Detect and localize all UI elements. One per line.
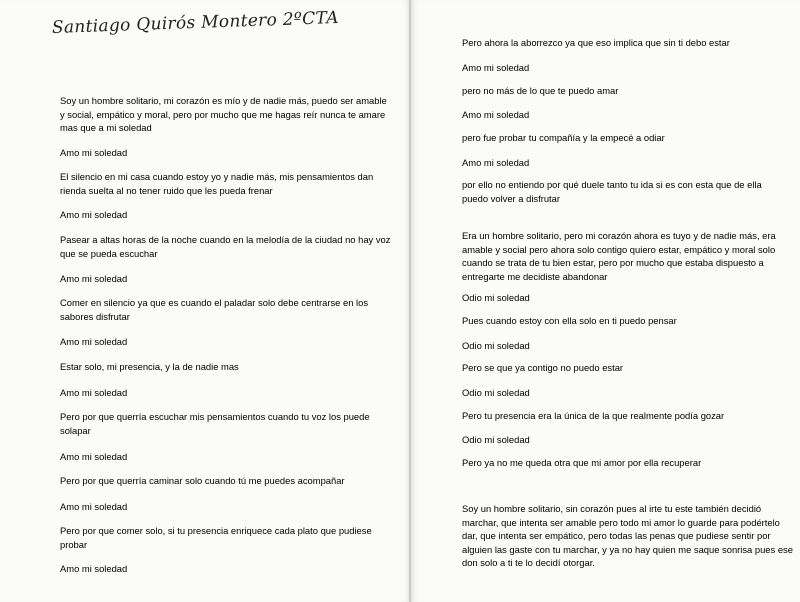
- author-line-text: Santiago Quirós Montero 2ºCTA: [51, 7, 340, 38]
- right-stanza: [462, 502, 793, 570]
- text-line: Pero por que querría escuchar mis pensamientos cuando tu voz los puede: [60, 411, 370, 422]
- text-line: Pero ahora la aborrezco ya que eso implica que sin ti debo estar: [462, 37, 730, 48]
- text-line: Pero se que ya contigo no puedo estar: [462, 362, 624, 373]
- text-line: rienda suelta al no tener ruido que les pueda frenar: [60, 184, 273, 196]
- right-refrain: [462, 291, 530, 305]
- text-line: Pues cuando estoy con ella solo en ti puedo pensar: [462, 315, 677, 326]
- text-line: Amo mi soledad: [60, 336, 128, 347]
- right-stanza: [462, 131, 665, 145]
- left-refrain: [60, 335, 127, 349]
- left-stanza: [60, 474, 345, 488]
- left-stanza: [60, 94, 387, 135]
- right-refrain: [462, 386, 530, 400]
- text-line: Amo mi soledad: [462, 62, 530, 73]
- text-line: Amo mi soledad: [462, 157, 530, 168]
- text-line: Soy un hombre solitario, mi corazón es mío y de nadie más, puedo ser amable: [60, 95, 387, 106]
- text-line: don solo a ti te lo decidí otorgar.: [462, 557, 595, 569]
- text-line: Comer en silencio ya que es cuando el paladar solo debe centrarse en los: [60, 297, 369, 308]
- left-stanza: [60, 360, 239, 374]
- text-line: Amo mi soledad: [60, 209, 128, 220]
- text-line: y social, empático y moral, pero por mucho que me hagas reír nunca te amare: [60, 108, 386, 120]
- right-refrain: [462, 108, 529, 122]
- right-stanza: [462, 361, 623, 375]
- text-line: El silencio en mi casa cuando estoy yo y nadie más, mis pensamientos dan: [60, 171, 374, 182]
- text-line: Amo mi soledad: [60, 563, 128, 574]
- text-line: amable y social pero ahora solo contigo quiero estar, empático y moral solo: [462, 243, 776, 255]
- text-line: Pasear a altas horas de la noche cuando en la melodía de la ciudad no hay voz: [60, 234, 391, 245]
- text-line: pero no más de lo que te puedo amar: [462, 85, 619, 96]
- left-stanza: [60, 233, 390, 260]
- text-line: Amo mi soledad: [60, 501, 128, 512]
- text-line: marchar, que intenta ser amable pero todo mi amor lo guarde para podértelo: [462, 516, 780, 528]
- right-stanza: [462, 314, 677, 328]
- left-refrain: [60, 272, 127, 286]
- left-stanza: [60, 170, 373, 197]
- text-line: entregarte me decidiste abandonar: [462, 270, 608, 282]
- left-stanza: [60, 410, 370, 437]
- text-line: Pero ya no me queda otra que mi amor por ella recuperar: [462, 457, 702, 468]
- left-refrain: [60, 208, 127, 222]
- right-stanza: [462, 36, 730, 50]
- text-line: Amo mi soledad: [60, 273, 128, 284]
- text-line: dar, que intenta ser empático, pero todas las penas que pudiese sentir por: [462, 530, 771, 542]
- left-refrain: [60, 146, 127, 160]
- text-line: sabores disfrutar: [60, 310, 130, 322]
- text-line: Pero por que comer solo, si tu presencia enriquece cada plato que pudiese: [60, 525, 372, 536]
- text-line: alguien las gaste con tu marchar, y ya no hay quien me saque sonrisa pues ese: [462, 543, 793, 555]
- text-line: Odio mi soledad: [462, 340, 530, 351]
- right-refrain: [462, 156, 529, 170]
- right-stanza: [462, 409, 724, 423]
- text-line: Pero tu presencia era la única de la que realmente podía gozar: [462, 410, 725, 421]
- right-stanza: [462, 84, 618, 98]
- text-line: Amo mi soledad: [60, 147, 128, 158]
- text-line: Odio mi soledad: [462, 387, 530, 398]
- right-stanza: [462, 229, 776, 283]
- right-refrain: [462, 61, 529, 75]
- text-line: puedo volver a disfrutar: [462, 192, 560, 204]
- text-line: solapar: [60, 424, 91, 436]
- text-line: Era un hombre solitario, pero mi corazón ahora es tuyo y de nadie más, era: [462, 230, 776, 241]
- text-line: que se pueda escuchar: [60, 247, 158, 259]
- left-stanza: [60, 524, 372, 551]
- text-line: Odio mi soledad: [462, 434, 530, 445]
- right-refrain: [462, 339, 530, 353]
- right-refrain: [462, 433, 530, 447]
- text-line: Amo mi soledad: [462, 109, 530, 120]
- text-line: Amo mi soledad: [60, 451, 128, 462]
- text-line: Soy un hombre solitario, sin corazón pues al irte tu este también decidió: [462, 503, 762, 514]
- right-stanza: [462, 178, 762, 205]
- left-stanza: [60, 296, 368, 323]
- page-gutter: [409, 0, 411, 602]
- text-line: pero fue probar tu compañía y la empecé a odiar: [462, 132, 665, 143]
- text-line: por ello no entiendo por qué duele tanto tu ida si es con esta que de ella: [462, 179, 762, 190]
- text-line: Amo mi soledad: [60, 387, 128, 398]
- text-line: mas que a mi soledad: [60, 122, 152, 134]
- text-line: Odio mi soledad: [462, 292, 530, 303]
- text-line: cuando se trata de tu bien estar, pero por mucho que estaba dispuesto a: [462, 257, 764, 269]
- left-refrain: [60, 500, 127, 514]
- left-refrain: [60, 450, 127, 464]
- right-stanza: [462, 456, 701, 470]
- text-line: Estar solo, mi presencia, y la de nadie mas: [60, 361, 239, 372]
- left-refrain: [60, 386, 127, 400]
- text-line: Pero por que querría caminar solo cuando tú me puedes acompañar: [60, 475, 345, 486]
- left-refrain: [60, 562, 127, 576]
- text-line: probar: [60, 538, 88, 550]
